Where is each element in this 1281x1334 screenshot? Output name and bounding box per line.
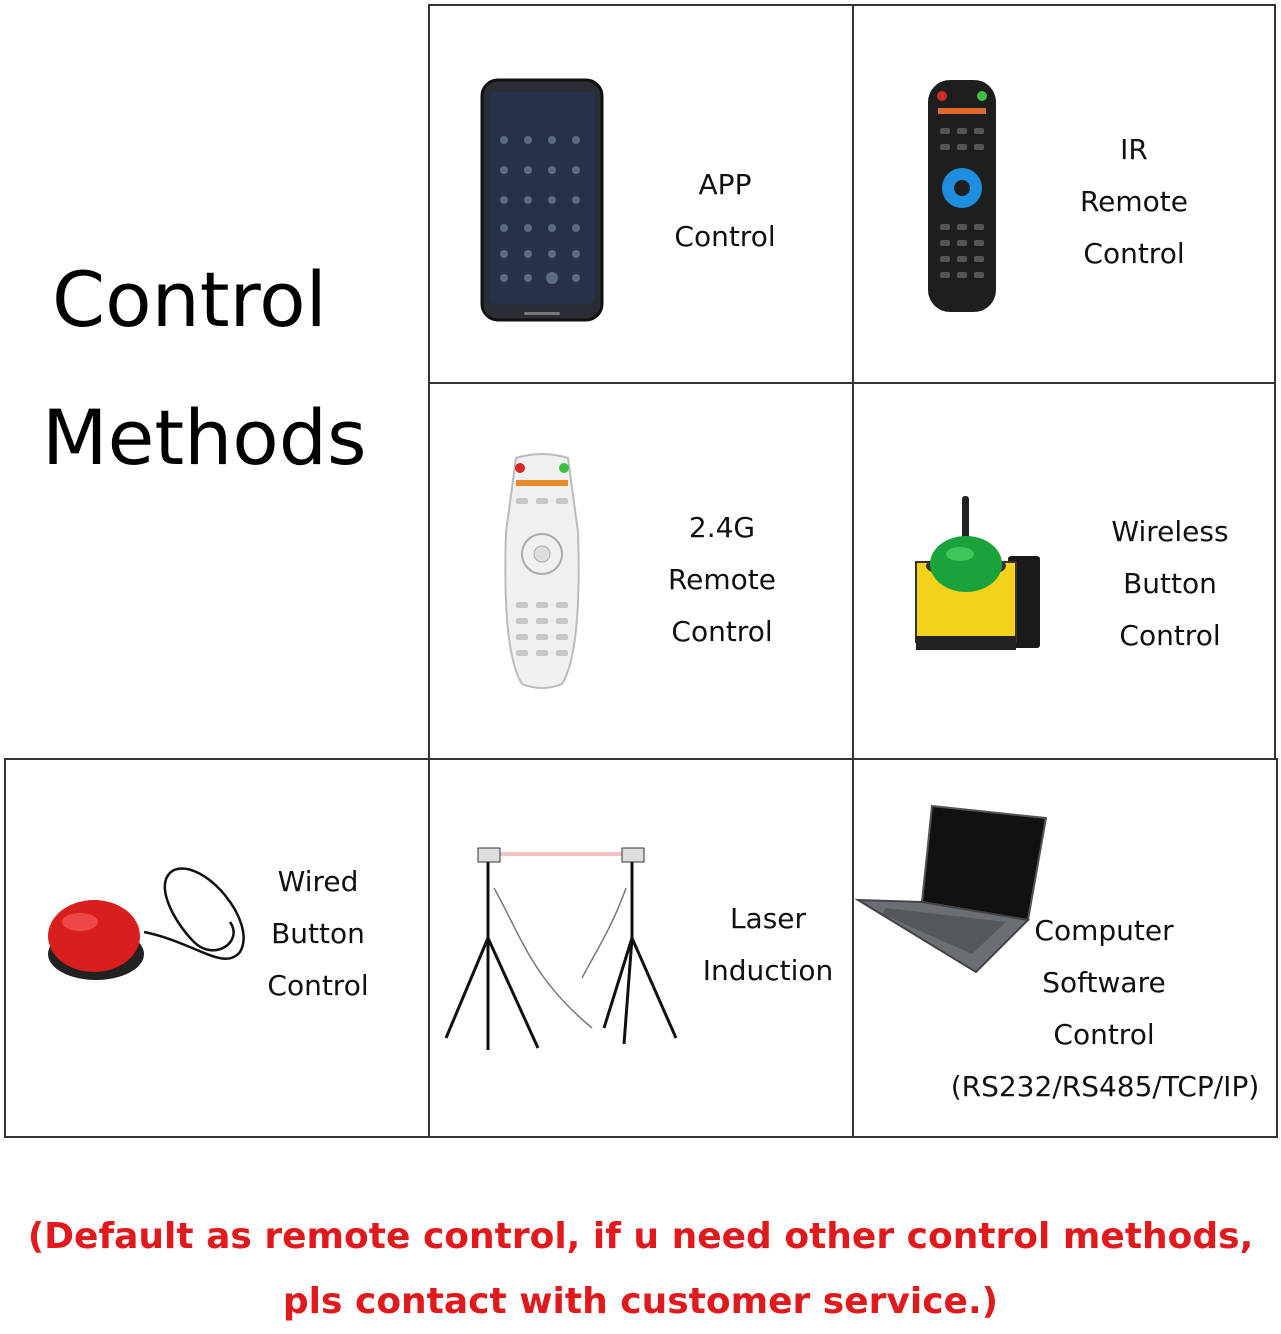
label-app-line1: APP (698, 168, 752, 201)
label-wireless-line2: Button (1123, 567, 1217, 600)
cell-wired-button (4, 758, 430, 1138)
label-wireless-line3: Control (1119, 619, 1221, 652)
footer-note-line2: pls contact with customer service.) (282, 1281, 999, 1322)
label-app-line2: Control (674, 220, 776, 253)
label-wired-line3: Control (267, 969, 369, 1002)
cell-wireless-button (852, 382, 1276, 760)
label-laser-line2: Induction (702, 954, 834, 987)
cell-computer-software (852, 758, 1278, 1138)
label-wireless-line1: Wireless (1111, 515, 1229, 548)
label-ir-line1: IR (1120, 133, 1148, 166)
cell-laser-induction (428, 758, 854, 1138)
label-computer-line1: Computer (1034, 914, 1174, 947)
label-ir-line2: Remote (1079, 185, 1189, 218)
label-computer-line4: (RS232/RS485/TCP/IP) (950, 1070, 1260, 1103)
label-wired-line2: Button (271, 917, 365, 950)
cell-app-control (428, 4, 854, 384)
cell-24g-remote (428, 382, 854, 760)
wireless-remote-icon (502, 452, 582, 692)
label-computer-line3: Control (1053, 1018, 1155, 1051)
wireless-button-icon (912, 492, 1042, 658)
page-title-line1: Control (52, 255, 327, 344)
smartphone-icon (480, 78, 604, 322)
wired-button-icon (44, 862, 254, 992)
page-title-line2: Methods (42, 393, 367, 482)
label-24g-line2: Remote (667, 563, 777, 596)
label-24g-line1: 2.4G (688, 511, 756, 544)
cell-ir-remote (852, 4, 1276, 384)
label-24g-line3: Control (671, 615, 773, 648)
label-laser-line1: Laser (729, 902, 807, 935)
ir-remote-icon (926, 78, 998, 314)
laptop-icon (856, 804, 1046, 976)
label-computer-line2: Software (1042, 966, 1166, 999)
label-ir-line3: Control (1083, 237, 1185, 270)
footer-note-line1: (Default as remote control, if u need other control methods, (27, 1216, 1254, 1257)
label-wired-line1: Wired (277, 865, 359, 898)
laser-tripod-icon (442, 848, 682, 1058)
